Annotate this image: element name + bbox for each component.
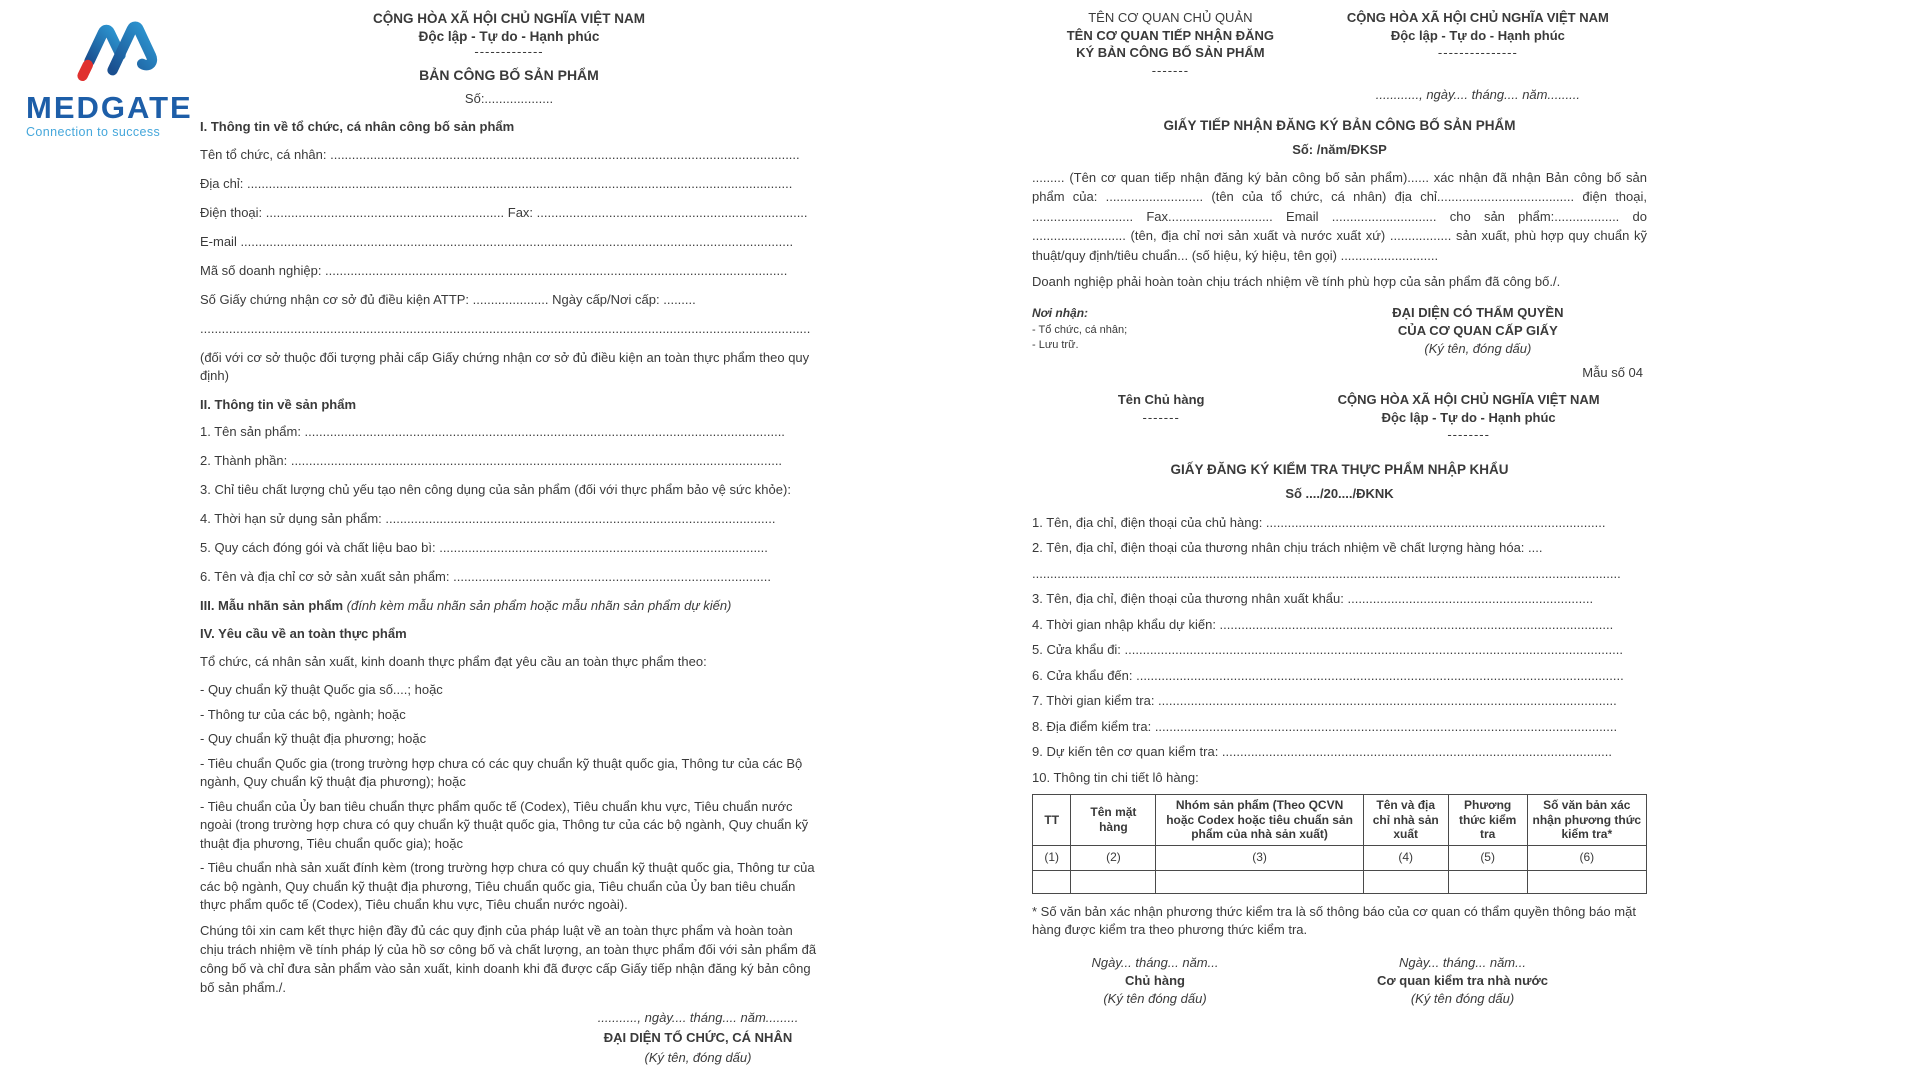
form2-signature-note: (Ký tên, đóng dấu) (1424, 340, 1532, 356)
form3-table-colnum-cell: (5) (1448, 845, 1527, 870)
form1-nation-line: CỘNG HÒA XÃ HỘI CHỦ NGHĨA VIỆT NAM (372, 11, 645, 26)
form2-date-line: ............, ngày.... tháng.... năm......... (1375, 87, 1580, 102)
form3-motto-line: Độc lập - Tự do - Hạnh phúc (1381, 409, 1556, 425)
form1-commitment: Chúng tôi xin cam kết thực hiện đầy đủ các quy định của pháp luật về an toàn thực phẩm và hoàn toàn chịu trách nhiệm về tính pháp lý của hồ sơ công bố và chất lượng, an toàn thực phẩm đối với sản phẩm đã công bố và chỉ đưa sản phẩm vào sản xuất, kinh doanh khi đã được cấp Giấy tiếp nhận đăng ký bản công bố sản phẩm./. (200, 922, 817, 995)
form1-product-line: 5. Quy cách đóng gói và chất liệu bao bì: ........................................................................................... (200, 539, 768, 555)
form3-signature-left-note: (Ký tên đóng dấu) (1103, 990, 1207, 1006)
right-column (1032, 10, 1647, 1008)
form1-product-line: 4. Thời hạn sử dụng sản phẩm: ............................................................................................................ (200, 510, 776, 526)
form1-signature-role: ĐẠI DIỆN TỔ CHỨC, CÁ NHÂN (603, 1029, 793, 1045)
form3-owner-header (1032, 392, 1290, 445)
form2-title: GIẤY TIẾP NHẬN ĐĂNG KÝ BẢN CÔNG BỐ SẢN PHẨM (1163, 117, 1516, 133)
form2-number: Số: /năm/ĐKSP (1292, 142, 1387, 157)
form2-national-header (1309, 10, 1647, 80)
form1-standard-item: - Thông tư của các bộ, ngành; hoặc (200, 706, 406, 722)
form1-section1-fields (200, 146, 818, 339)
form2-agency-line2: TÊN CƠ QUAN TIẾP NHẬN ĐĂNG (1066, 27, 1275, 43)
form1-section3-heading-italic: (đính kèm mẫu nhãn sản phẩm hoặc mẫu nhãn sản phẩm dự kiến) (343, 597, 732, 613)
form3-table-empty-cell (1071, 870, 1156, 893)
form1-signature-block (533, 1009, 863, 1067)
form3-table-colnum-cell: (1) (1033, 845, 1071, 870)
form3-title: GIẤY ĐĂNG KÝ KIỂM TRA THỰC PHẨM NHẬP KHẨU (1170, 461, 1509, 477)
form2-agency-line3: KÝ BẢN CÔNG BỐ SẢN PHẨM (1076, 45, 1265, 60)
form1-section4-heading: IV. Yêu cầu về an toàn thực phẩm (200, 626, 407, 641)
form3-signature-left-role: Chủ hàng (1125, 972, 1185, 988)
form3-signature-right-date: Ngày... tháng... năm... (1399, 954, 1526, 970)
form1-standard-item: - Tiêu chuẩn nhà sản xuất đính kèm (trong trường hợp chưa có quy chuẩn kỹ thuật quốc gia, Thông tư của các bộ ngành, Quy chuẩn kỹ thuật địa phương, Tiêu chuẩn quốc gia, Tiêu chuẩn của Ủy ban tiêu chuẩn thực phẩm quốc tế (Codex), Tiêu chuẩn khu vực, Tiêu chuẩn nước ngoài). (200, 860, 815, 912)
form1-product-line: 1. Tên sản phẩm: ..................................................................................................................................... (200, 424, 785, 439)
form1-field-line: Điện thoại: .................................................................. Fax: ........................................................................... (200, 204, 808, 220)
form3-items-list (1032, 514, 1647, 788)
form3-table-colnum-cell: (2) (1071, 845, 1156, 870)
form1-product-line: 6. Tên và địa chỉ cơ sở sản xuất sản phẩm: ........................................................................................ (200, 568, 771, 584)
form3-table-colnum-row (1033, 845, 1647, 870)
form2-agency-divider: ------- (1151, 62, 1190, 78)
form3-table-empty-cell (1527, 870, 1646, 893)
form3-table-colnum-cell: (6) (1527, 845, 1646, 870)
form3-owner-line: Tên Chủ hàng (1117, 392, 1205, 407)
form3-item-line: 1. Tên, địa chỉ, điện thoại của chủ hàng: .............................................................................................. (1032, 514, 1606, 530)
form1-product-line: 2. Thành phần: ........................................................................................................................................ (200, 453, 783, 468)
form3-table-empty-row (1033, 870, 1647, 893)
form3-item-line: 5. Cửa khẩu đi: .......................................................................................................................................... (1032, 642, 1623, 657)
form2-recipients-label: Nơi nhận: (1032, 305, 1089, 320)
form3-table-header-row (1033, 795, 1647, 846)
form2-body: ......... (Tên cơ quan tiếp nhận đăng ký bản công bố sản phẩm)...... xác nhận đã nhận Bản công bố sản phẩm của: ........................... (tên của tổ chức, cá nhân) địa chỉ...................................... điện thoại, ............................ Fax............................. Email ............................. cho sản phẩm:.................. do .......................... (tên, địa chỉ nơi sản xuất và nước xuất xứ) ................. sản xuất, phù hợp quy chuẩn kỹ thuật/quy định/tiêu chuẩn... (số hiệu, ký hiệu, tên gọi) ........................... (1032, 169, 1647, 263)
form-giay-tiep-nhan (1032, 10, 1647, 382)
form2-national-divider: --------------- (1437, 45, 1518, 60)
logo-brand-text: MEDGATE (26, 90, 193, 125)
form3-nation-line: CỘNG HÒA XÃ HỘI CHỦ NGHĨA VIỆT NAM (1337, 392, 1600, 407)
form3-item-line: 3. Tên, địa chỉ, điện thoại của thương nhân xuất khẩu: .................................................................... (1032, 591, 1594, 606)
form3-item-line: 8. Địa điểm kiểm tra: ................................................................................................................................ (1032, 718, 1618, 734)
form3-signature-left (1032, 954, 1278, 1008)
form1-field-line: E-mail ......................................................................................................................................................... (200, 233, 794, 249)
form3-item-line: 6. Cửa khẩu đến: ....................................................................................................................................... (1032, 667, 1624, 683)
form3-owner-divider: ------- (1142, 409, 1180, 425)
form3-signature-row (1032, 954, 1647, 1008)
form3-national-divider: -------- (1447, 427, 1490, 442)
form3-item-line: 2. Tên, địa chỉ, điện thoại của thương nhân chịu trách nhiệm về chất lượng hàng hóa: .... (1032, 540, 1543, 555)
logo-tagline: Connection to success (26, 125, 161, 139)
form1-section1-heading: I. Thông tin về tổ chức, cá nhân công bố sản phẩm (200, 119, 515, 134)
form1-section2-item3: 3. Chỉ tiêu chất lượng chủ yếu tạo nên công dụng của sản phẩm (đối với thực phẩm bảo vệ sức khỏe): (200, 482, 791, 497)
form3-table-header-cell: Nhóm sản phẩm (Theo QCVN hoặc Codex hoặc tiêu chuẩn sản phẩm của nhà sản xuất) (1156, 795, 1363, 846)
form2-recipient-item: - Lưu trữ. (1032, 338, 1079, 351)
form2-agency-line1: TÊN CƠ QUAN CHỦ QUẢN (1088, 10, 1253, 25)
form1-standard-item: - Quy chuẩn kỹ thuật Quốc gia số....; hoặc (200, 682, 443, 697)
form3-table-empty-cell (1033, 870, 1071, 893)
form1-section4-intro: Tổ chức, cá nhân sản xuất, kinh doanh thực phẩm đạt yêu cầu an toàn thực phẩm theo: (200, 653, 707, 669)
form3-signature-right (1278, 954, 1647, 1008)
form3-footnote: * Số văn bản xác nhận phương thức kiểm tra là số thông báo của cơ quan có thẩm quyền thông báo mặt hàng được kiểm tra theo phương thức kiểm tra. (1032, 903, 1636, 937)
form3-shipment-table (1032, 794, 1647, 894)
form3-table-header-cell: Tên mặt hàng (1071, 795, 1156, 846)
form3-table-empty-cell (1448, 870, 1527, 893)
form1-section1-note: (đối với cơ sở thuộc đối tượng phải cấp Giấy chứng nhận cơ sở đủ điều kiện an toàn thực phẩm theo quy định) (200, 349, 810, 383)
form1-field-line: Số Giấy chứng nhận cơ sở đủ điều kiện ATTP: ..................... Ngày cấp/Nơi cấp: ......... (200, 291, 696, 307)
form1-section2-items-a (200, 423, 818, 471)
form3-number: Số ..../20..../ĐKNK (1285, 486, 1394, 501)
form1-number: Số:................... (464, 90, 554, 106)
form3-item-line: 4. Thời gian nhập khẩu dự kiến: ............................................................................................................. (1032, 616, 1614, 632)
form1-motto-line: Độc lập - Tự do - Hạnh phúc (418, 29, 600, 44)
form2-recipients (1032, 304, 1278, 358)
form2-authority-signature (1309, 304, 1647, 358)
form3-item-line: 9. Dự kiến tên cơ quan kiểm tra: ............................................................................................................ (1032, 744, 1612, 759)
form1-title: BẢN CÔNG BỐ SẢN PHẨM (419, 67, 599, 83)
form1-section3-heading-bold: III. Mẫu nhãn sản phẩm (200, 597, 344, 613)
form2-agency-header (1032, 10, 1309, 80)
form3-table-header-cell: Số văn bản xác nhận phương thức kiểm tra* (1527, 795, 1646, 846)
form3-header (1032, 392, 1647, 445)
form1-section2-items-b (200, 510, 818, 587)
form3-national-header (1290, 392, 1647, 445)
medgate-logo-icon (71, 12, 167, 90)
form3-signature-right-role: Cơ quan kiểm tra nhà nước (1377, 972, 1548, 988)
form2-signature-line2: CỦA CƠ QUAN CẤP GIẤY (1397, 322, 1558, 338)
medgate-logo (26, 12, 211, 139)
form2-nation-line: CỘNG HÒA XÃ HỘI CHỦ NGHĨA VIỆT NAM (1346, 10, 1609, 25)
form3-table-colnum-cell: (4) (1363, 845, 1448, 870)
form3-signature-right-note: (Ký tên đóng dấu) (1410, 990, 1515, 1006)
form3-table-header-cell: Phương thức kiểm tra (1448, 795, 1527, 846)
form1-field-line: Tên tổ chức, cá nhân: .................................................................................................................................. (200, 146, 800, 162)
form3-table-empty-cell (1156, 870, 1363, 893)
form2-signature-line1: ĐẠI DIỆN CÓ THẨM QUYỀN (1392, 304, 1564, 320)
form1-standards-list (200, 681, 818, 915)
form-ban-cong-bo-san-pham (200, 10, 818, 1069)
form1-signature-note: (Ký tên, đóng dấu) (644, 1049, 752, 1065)
form3-signature-left-date: Ngày... tháng... năm... (1091, 954, 1219, 970)
form1-standard-item: - Tiêu chuẩn Quốc gia (trong trường hợp chưa có các quy chuẩn kỹ thuật quốc gia, Thông tư của các Bộ ngành, Quy chuẩn kỹ thuật địa phương); hoặc (200, 755, 803, 789)
form1-section2-heading: II. Thông tin về sản phẩm (200, 396, 357, 412)
form3-table-empty-cell (1363, 870, 1448, 893)
form2-motto-line: Độc lập - Tự do - Hạnh phúc (1390, 27, 1565, 43)
form-giay-dang-ky-kiem-tra (1032, 392, 1647, 1008)
form1-field-line: ......................................................................................................................................................................... (200, 320, 811, 336)
form1-field-line: Mã số doanh nghiệp: ................................................................................................................................ (200, 262, 788, 278)
form3-table-colnum-cell: (3) (1156, 845, 1363, 870)
form1-national-header (200, 10, 818, 58)
form2-form-number: Mẫu số 04 (1582, 364, 1643, 380)
form2-recipients-list (1032, 324, 1278, 352)
form2-responsibility: Doanh nghiệp phải hoàn toàn chịu trách nhiệm về tính phù hợp của sản phẩm đã công bố./. (1032, 274, 1561, 289)
form1-signature-date: ..........., ngày.... tháng.... năm......... (597, 1009, 799, 1025)
form3-table-header-cell: Tên và địa chỉ nhà sản xuất (1363, 795, 1448, 846)
form1-field-line: Địa chỉ: ....................................................................................................................................................... (200, 175, 793, 191)
form3-item-line: 7. Thời gian kiểm tra: ............................................................................................................................... (1032, 693, 1617, 708)
form3-item-line: 10. Thông tin chi tiết lô hàng: (1032, 769, 1199, 785)
form2-signature-row (1032, 304, 1647, 358)
form3-item-line: ................................................................................................................................................................... (1032, 565, 1621, 581)
form1-section3-heading (200, 597, 818, 616)
form2-header (1032, 10, 1647, 80)
form1-standard-item: - Quy chuẩn kỹ thuật địa phương; hoặc (200, 731, 427, 746)
form1-standard-item: - Tiêu chuẩn của Ủy ban tiêu chuẩn thực phẩm quốc tế (Codex), Tiêu chuẩn khu vực, Tiêu chuẩn nước ngoài (trong trường hợp chưa có quy chuẩn kỹ thuật quốc gia, Thông tư của các bộ ngành, Quy chuẩn kỹ thuật địa phương, Tiêu chuẩn quốc gia); hoặc (200, 798, 809, 851)
form3-table-header-cell: TT (1033, 795, 1071, 846)
form1-header-divider: ------------- (474, 44, 544, 59)
form2-recipient-item: - Tổ chức, cá nhân; (1032, 324, 1128, 336)
